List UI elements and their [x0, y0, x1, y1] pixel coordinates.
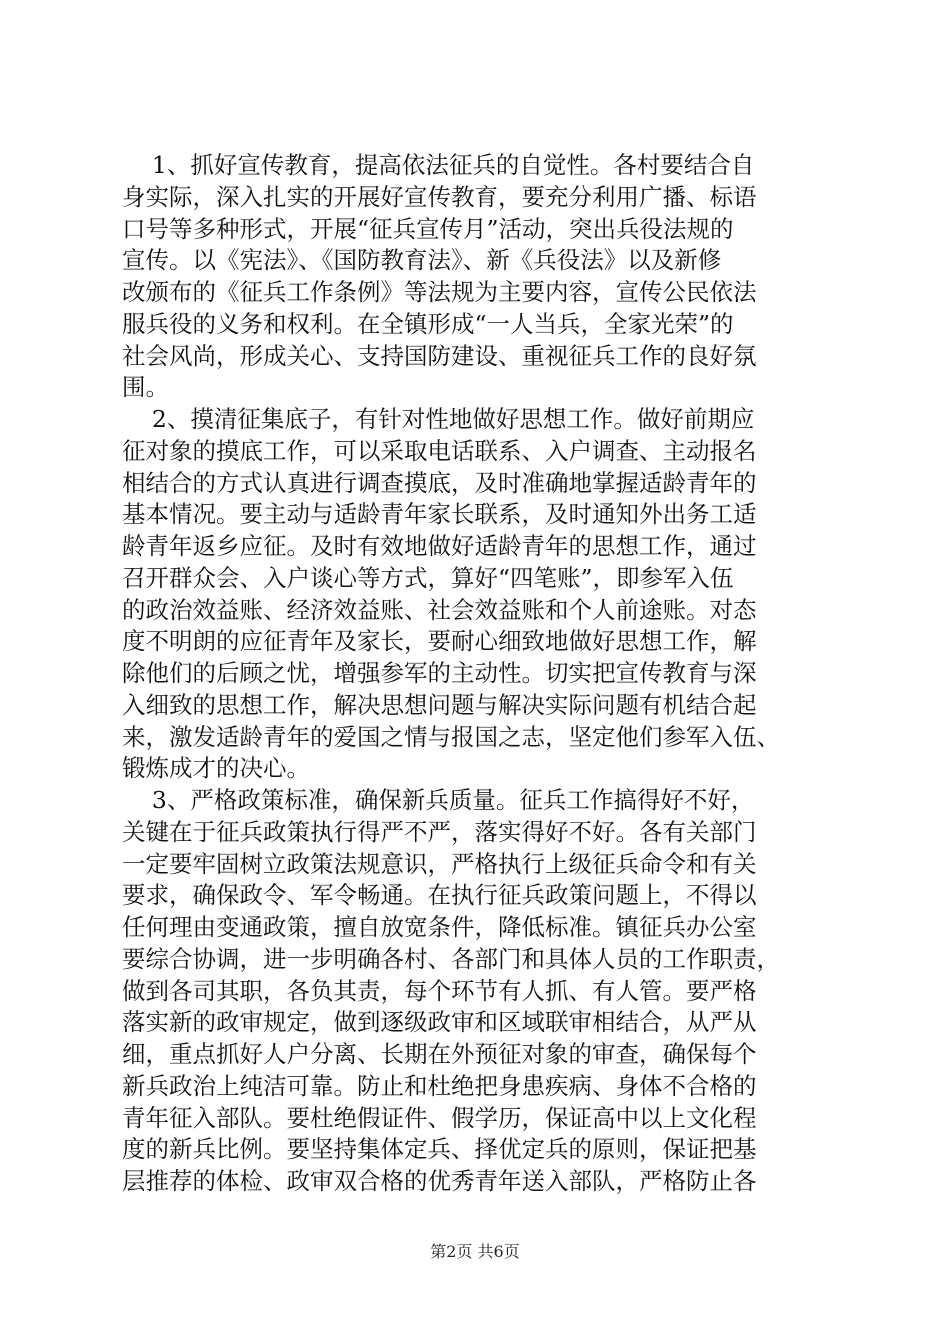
text-line: 新兵政治上纯洁可靠。防止和杜绝把身患疾病、身体不合格的 [122, 1071, 757, 1100]
text-line: 度的新兵比例。要坚持集体定兵、择优定兵的原则，保证把基 [122, 1135, 757, 1164]
page-footer: 第2页 共6页 [430, 1242, 520, 1261]
text-line: 除他们的后顾之忧，增强参军的主动性。切实把宣传教育与深 [122, 659, 757, 687]
text-line: 宣传。以《宪法》、《国防教育法》、新《兵役法》以及新修 [122, 246, 722, 275]
text-line: 改颁布的《征兵工作条例》等法规为主要内容，宣传公民依法 [122, 278, 757, 306]
text-line: 龄青年返乡应征。及时有效地做好适龄青年的思想工作，通过 [122, 532, 757, 560]
text-line: 青年征入部队。要杜绝假证件、假学历，保证高中以上文化程 [122, 1103, 757, 1132]
text-line: 细，重点抓好人户分离、长期在外预征对象的审查，确保每个 [122, 1040, 757, 1068]
text-line: 来，激发适龄青年的爱国之情与报国之志，坚定他们参军入伍、 [122, 722, 780, 751]
text-line: 相结合的方式认真进行调查摸底，及时准确地掌握适龄青年的 [122, 468, 757, 497]
text-line: 锻炼成才的决心。 [122, 754, 310, 783]
text-line: 征对象的摸底工作，可以采取电话联系、入户调查、主动报名 [122, 436, 757, 465]
text-line: 落实新的政审规定，做到逐级政审和区域联审相结合，从严从 [122, 1008, 757, 1037]
text-line: 任何理由变通政策，擅自放宽条件，降低标准。镇征兵办公室 [122, 913, 757, 941]
text-line: 基本情况。要主动与适龄青年家长联系，及时通知外出务工适 [122, 500, 757, 529]
text-line: 2、摸清征集底子，有针对性地做好思想工作。做好前期应 [122, 405, 755, 433]
text-line: 1、抓好宣传教育，提高依法征兵的自觉性。各村要结合自 [122, 151, 755, 179]
text-line: 入细致的思想工作，解决思想问题与解决实际问题有机结合起 [122, 690, 757, 719]
text-line: 层推荐的体检、政审双合格的优秀青年送入部队，严格防止各 [122, 1167, 757, 1195]
text-line: 要求，确保政令、军令畅通。在执行征兵政策问题上，不得以 [122, 881, 757, 910]
text-line: 要综合协调，进一步明确各村、各部门和具体人员的工作职责， [122, 944, 780, 973]
text-line: 召开群众会、入户谈心等方式，算好“四笔账”，即参军入伍 [122, 563, 734, 592]
text-line: 围。 [122, 373, 169, 402]
body-text [122, 150, 832, 1198]
text-line: 一定要牢固树立政策法规意识，严格执行上级征兵命令和有关 [122, 849, 757, 878]
text-line: 度不明朗的应征青年及家长，要耐心细致地做好思想工作，解 [122, 627, 757, 656]
text-line: 关键在于征兵政策执行得严不严，落实得好不好。各有关部门 [122, 817, 757, 846]
text-line: 做到各司其职，各负其责，每个环节有人抓、有人管。要严格 [122, 976, 757, 1005]
text-line: 服兵役的义务和权利。在全镇形成“一人当兵，全家光荣”的 [122, 309, 734, 338]
text-line: 口号等多种形式，开展“征兵宣传月”活动，突出兵役法规的 [122, 214, 734, 243]
text-line: 社会风尚，形成关心、支持国防建设、重视征兵工作的良好氛 [122, 341, 757, 370]
text-line: 3、严格政策标准，确保新兵质量。征兵工作搞得好不好， [122, 786, 755, 814]
text-line: 身实际，深入扎实的开展好宣传教育，要充分利用广播、标语 [122, 182, 757, 211]
text-line: 的政治效益账、经济效益账、社会效益账和个人前途账。对态 [122, 595, 757, 624]
